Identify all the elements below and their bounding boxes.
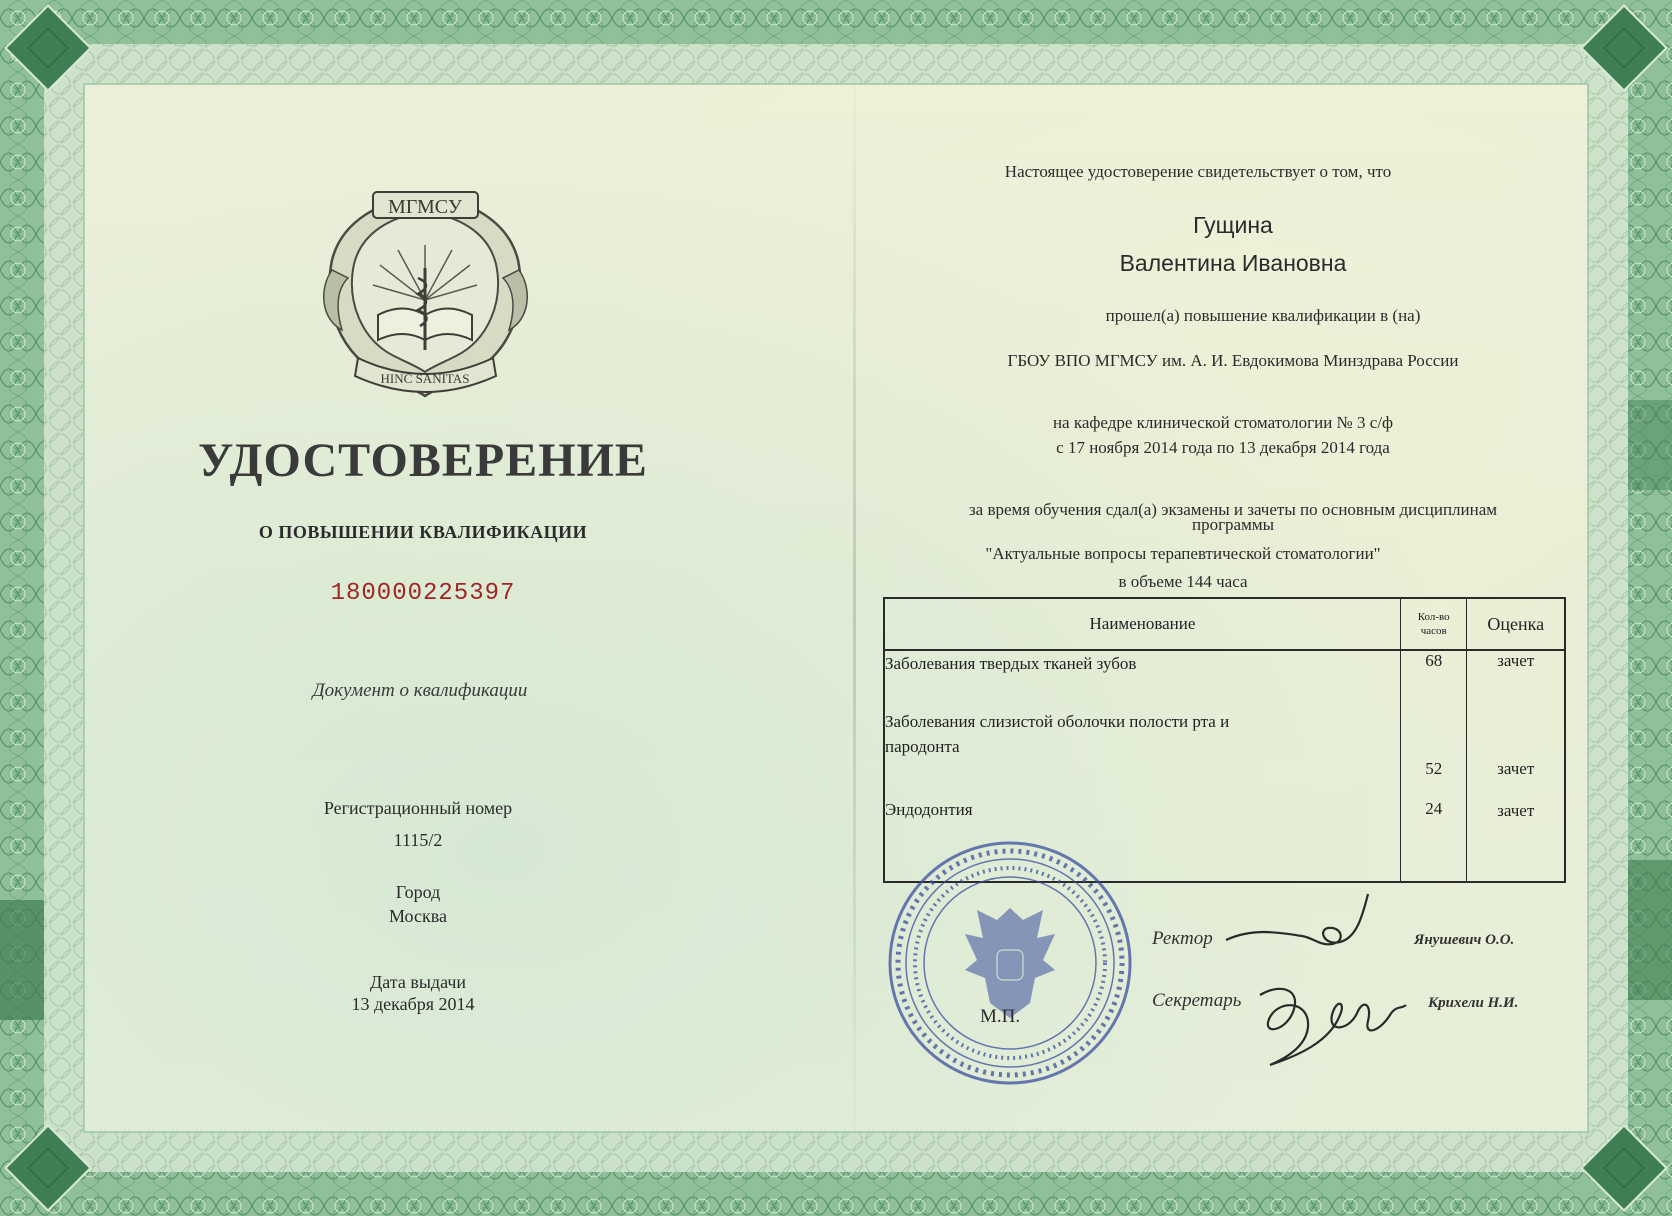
department-text: на кафедре клинической стоматологии № 3 с/ф bbox=[1052, 413, 1394, 432]
secretary-role: Секретарь bbox=[1152, 990, 1242, 1011]
discipline-name bbox=[884, 709, 1400, 785]
document-title: УДОСТОВЕРЕНИЕ bbox=[198, 434, 648, 487]
discipline-name-line1: Эндодонтия bbox=[885, 800, 973, 819]
intro-text: Настоящее удостоверение свидетельствует о том, что bbox=[1004, 162, 1392, 181]
header-hours bbox=[1400, 598, 1467, 650]
seal-place-mark: М.П. bbox=[980, 1006, 1021, 1027]
document-subtitle: О ПОВЫШЕНИИ КВАЛИФИКАЦИИ bbox=[258, 522, 588, 542]
exams-text-2: программы bbox=[1191, 515, 1275, 534]
city-value: Москва bbox=[389, 906, 447, 926]
discipline-hours: 52 bbox=[1400, 709, 1467, 785]
table-row bbox=[884, 650, 1565, 709]
discipline-grade: зачет bbox=[1467, 709, 1565, 785]
serial-number: 180000225397 bbox=[330, 580, 516, 607]
document-type: Документ о квалификации bbox=[312, 680, 528, 701]
registration-label: Регистрационный номер bbox=[323, 798, 513, 818]
table-header-row bbox=[884, 598, 1565, 650]
table-row bbox=[884, 709, 1565, 785]
emblem-motto: HINC SANITAS bbox=[380, 371, 470, 386]
discipline-name-line2: пародонта bbox=[885, 737, 960, 756]
header-name: Наименование bbox=[884, 598, 1400, 650]
university-crest-emblem bbox=[318, 190, 533, 400]
institution-name: ГБОУ ВПО МГМСУ им. А. И. Евдокимова Минздрава России bbox=[1007, 351, 1459, 370]
holder-given-names: Валентина Ивановна bbox=[1119, 250, 1347, 276]
issue-date-label: Дата выдачи bbox=[369, 972, 467, 992]
program-title: "Актуальные вопросы терапевтической стоматологии" bbox=[985, 544, 1381, 563]
header-grade: Оценка bbox=[1467, 598, 1565, 650]
discipline-name bbox=[884, 650, 1400, 709]
holder-surname: Гущина bbox=[1193, 212, 1273, 238]
center-fold bbox=[853, 40, 856, 1180]
registration-value: 1115/2 bbox=[393, 830, 443, 850]
official-seal-stamp bbox=[885, 838, 1135, 1088]
exams-text: за время обучения сдал(а) экзамены и зачеты по основным дисциплинам bbox=[968, 500, 1498, 519]
discipline-name-line1: Заболевания твердых тканей зубов bbox=[885, 654, 1137, 673]
passed-text: прошел(а) повышение квалификации в (на) bbox=[1105, 306, 1421, 325]
discipline-grade: зачет bbox=[1467, 785, 1565, 882]
rector-role: Ректор bbox=[1152, 928, 1213, 949]
header-hours-line2: часов bbox=[1420, 625, 1447, 637]
program-volume: в объеме 144 часа bbox=[1118, 572, 1248, 591]
secretary-name: Крихели Н.И. bbox=[1428, 995, 1519, 1011]
city-label: Город bbox=[395, 882, 441, 902]
rector-name: Янушевич О.О. bbox=[1414, 932, 1515, 948]
discipline-grade: зачет bbox=[1467, 650, 1565, 709]
discipline-hours: 68 bbox=[1400, 650, 1467, 709]
header-hours-line1: Кол-во bbox=[1417, 611, 1450, 623]
discipline-name-line1: Заболевания слизистой оболочки полости рта и bbox=[885, 712, 1230, 731]
rector-signature bbox=[1222, 888, 1372, 958]
study-period: с 17 ноября 2014 года по 13 декабря 2014 года bbox=[1056, 438, 1390, 457]
secretary-signature bbox=[1240, 975, 1410, 1075]
discipline-hours: 24 bbox=[1400, 785, 1467, 882]
issue-date-value: 13 декабря 2014 bbox=[351, 994, 475, 1014]
emblem-top-text: МГМСУ bbox=[387, 196, 463, 218]
